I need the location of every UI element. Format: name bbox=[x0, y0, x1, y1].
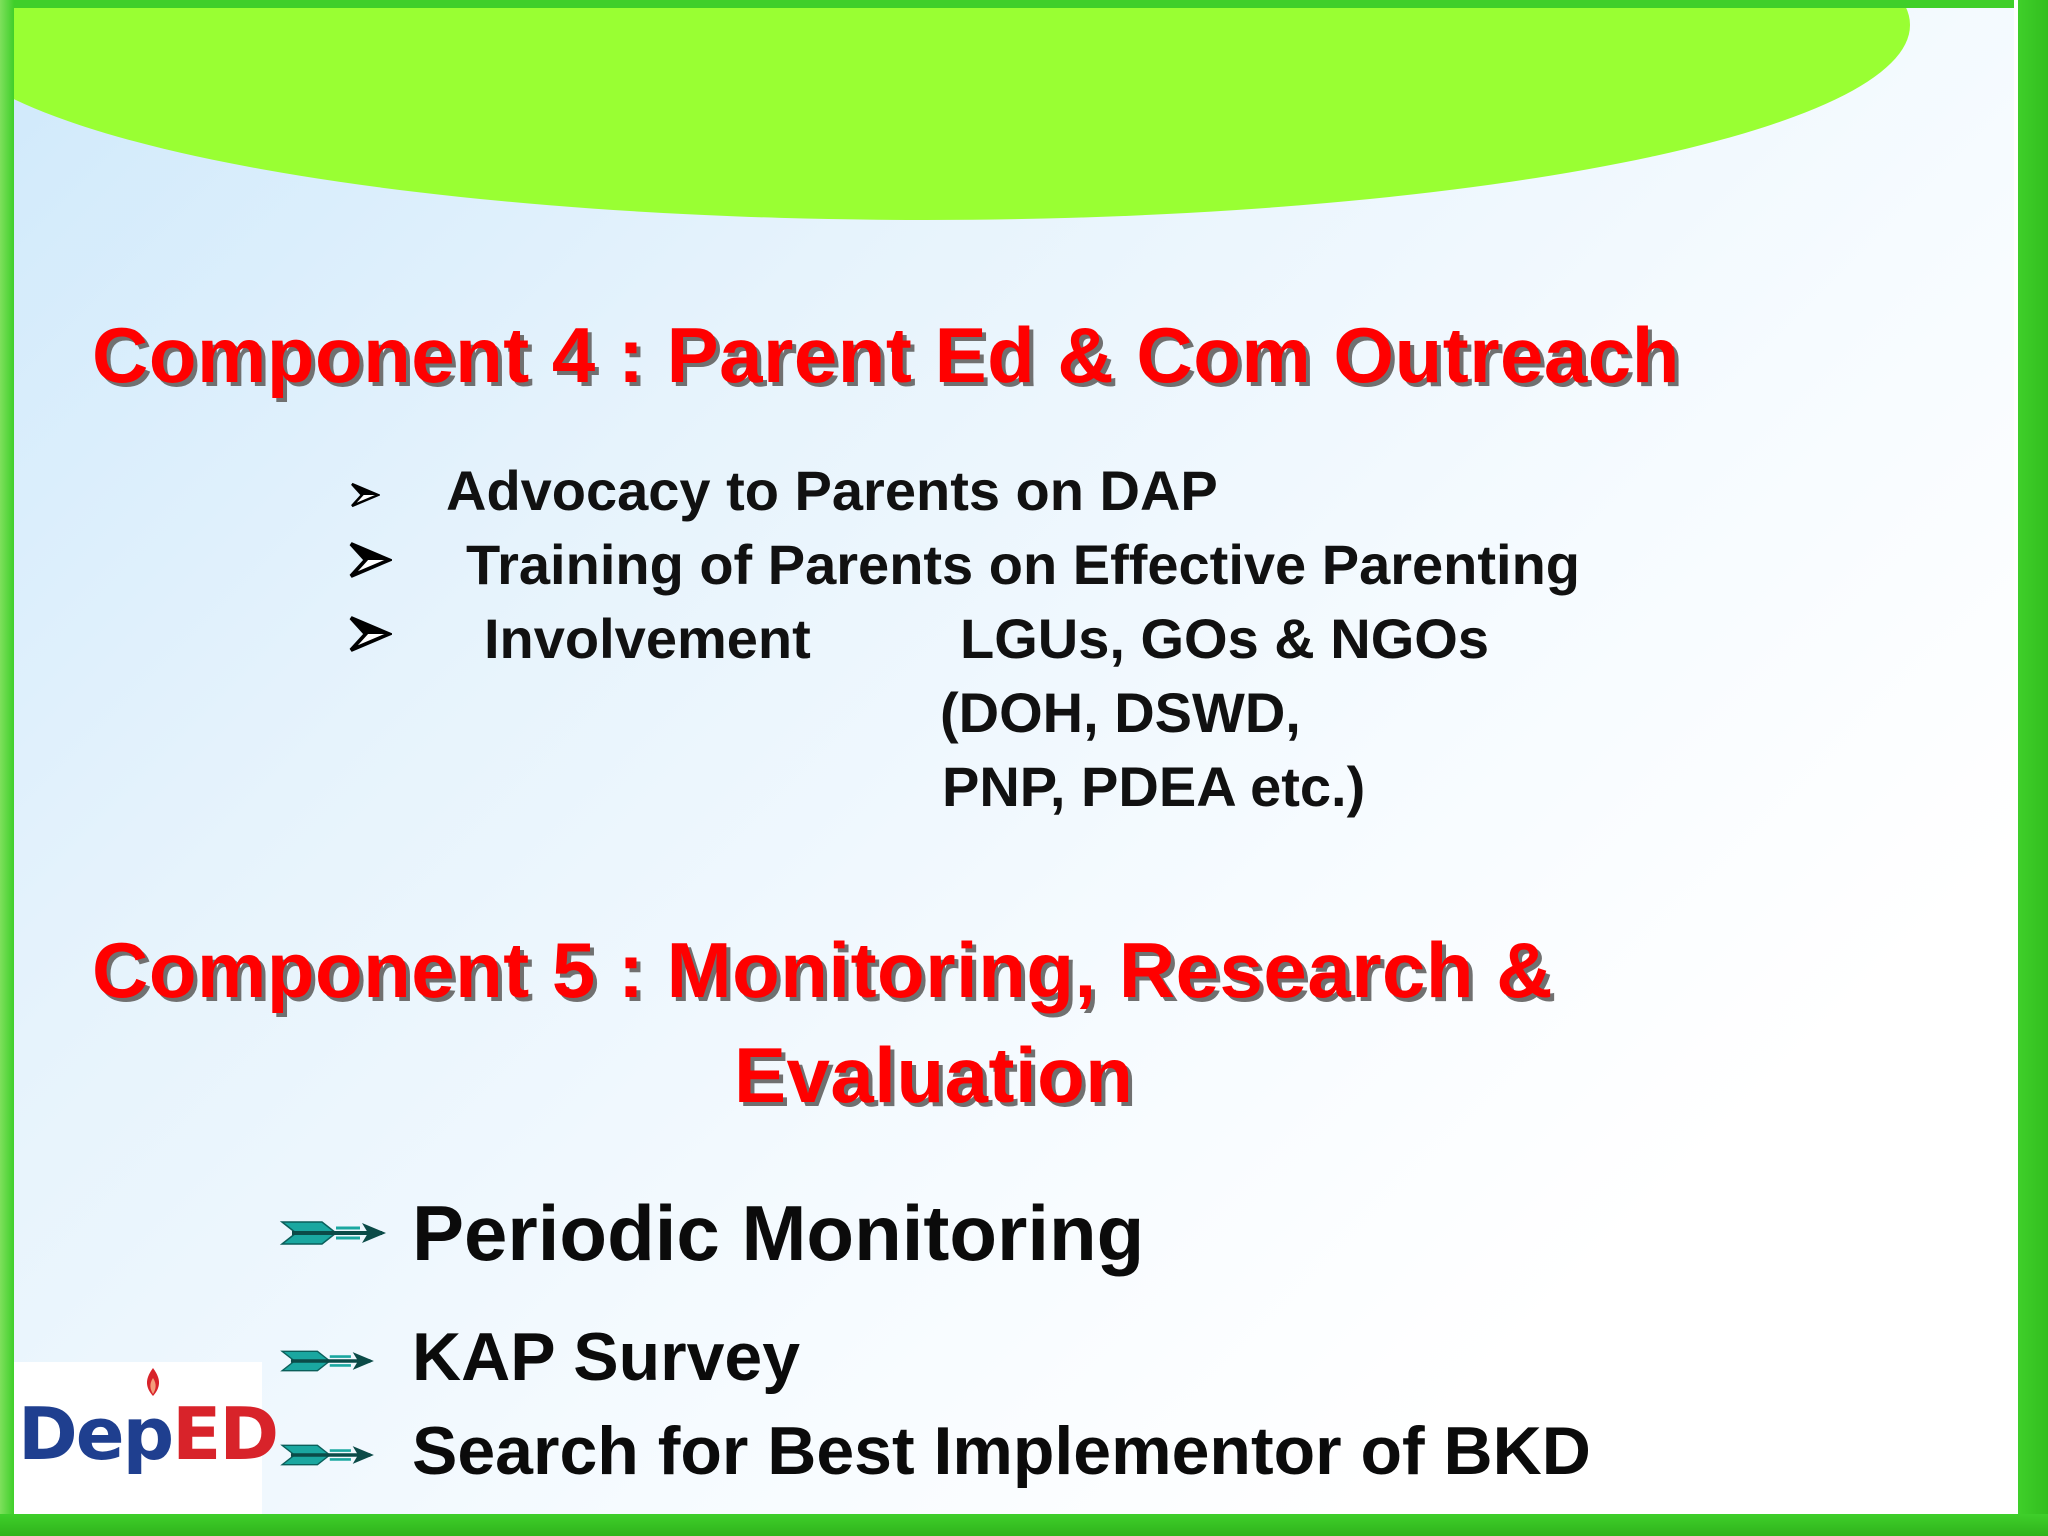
deped-logo bbox=[18, 1392, 277, 1476]
teal-arrow-icon bbox=[278, 1440, 378, 1470]
border-top bbox=[0, 0, 2048, 8]
c4-involvement-pnp: PNP, PDEA etc.) bbox=[942, 755, 1366, 818]
c4-item-training: Training of Parents on Effective Parenting bbox=[466, 533, 1580, 596]
chevron-arrow-icon bbox=[350, 480, 380, 510]
border-bottom bbox=[0, 1514, 2048, 1536]
component5-heading-cont: Evaluation bbox=[734, 1031, 1134, 1119]
component4-heading: Component 4 : Parent Ed & Com Outreach bbox=[92, 311, 1680, 399]
chevron-arrow-icon bbox=[348, 612, 392, 656]
header-oval bbox=[0, 0, 1910, 220]
logo-dep: Dep bbox=[18, 1392, 173, 1476]
logo-ed: ED bbox=[172, 1392, 278, 1476]
c5-item-kap-survey: KAP Survey bbox=[412, 1319, 801, 1395]
c4-item-advocacy: Advocacy to Parents on DAP bbox=[446, 459, 1218, 522]
teal-arrow-icon bbox=[278, 1216, 390, 1250]
chevron-arrow-icon bbox=[348, 538, 392, 582]
c4-involvement-doh: (DOH, DSWD, bbox=[940, 681, 1301, 744]
c4-item-involvement: Involvement bbox=[484, 607, 811, 670]
teal-arrow-icon bbox=[278, 1346, 378, 1376]
c5-item-search-best-implementor: Search for Best Implementor of BKD bbox=[412, 1413, 1591, 1489]
border-right bbox=[2014, 0, 2048, 1536]
c4-involvement-lgus: LGUs, GOs & NGOs bbox=[960, 607, 1489, 670]
c5-item-periodic-monitoring: Periodic Monitoring bbox=[412, 1189, 1145, 1277]
border-left bbox=[0, 0, 14, 1536]
component5-heading: Component 5 : Monitoring, Research & bbox=[92, 926, 1554, 1014]
